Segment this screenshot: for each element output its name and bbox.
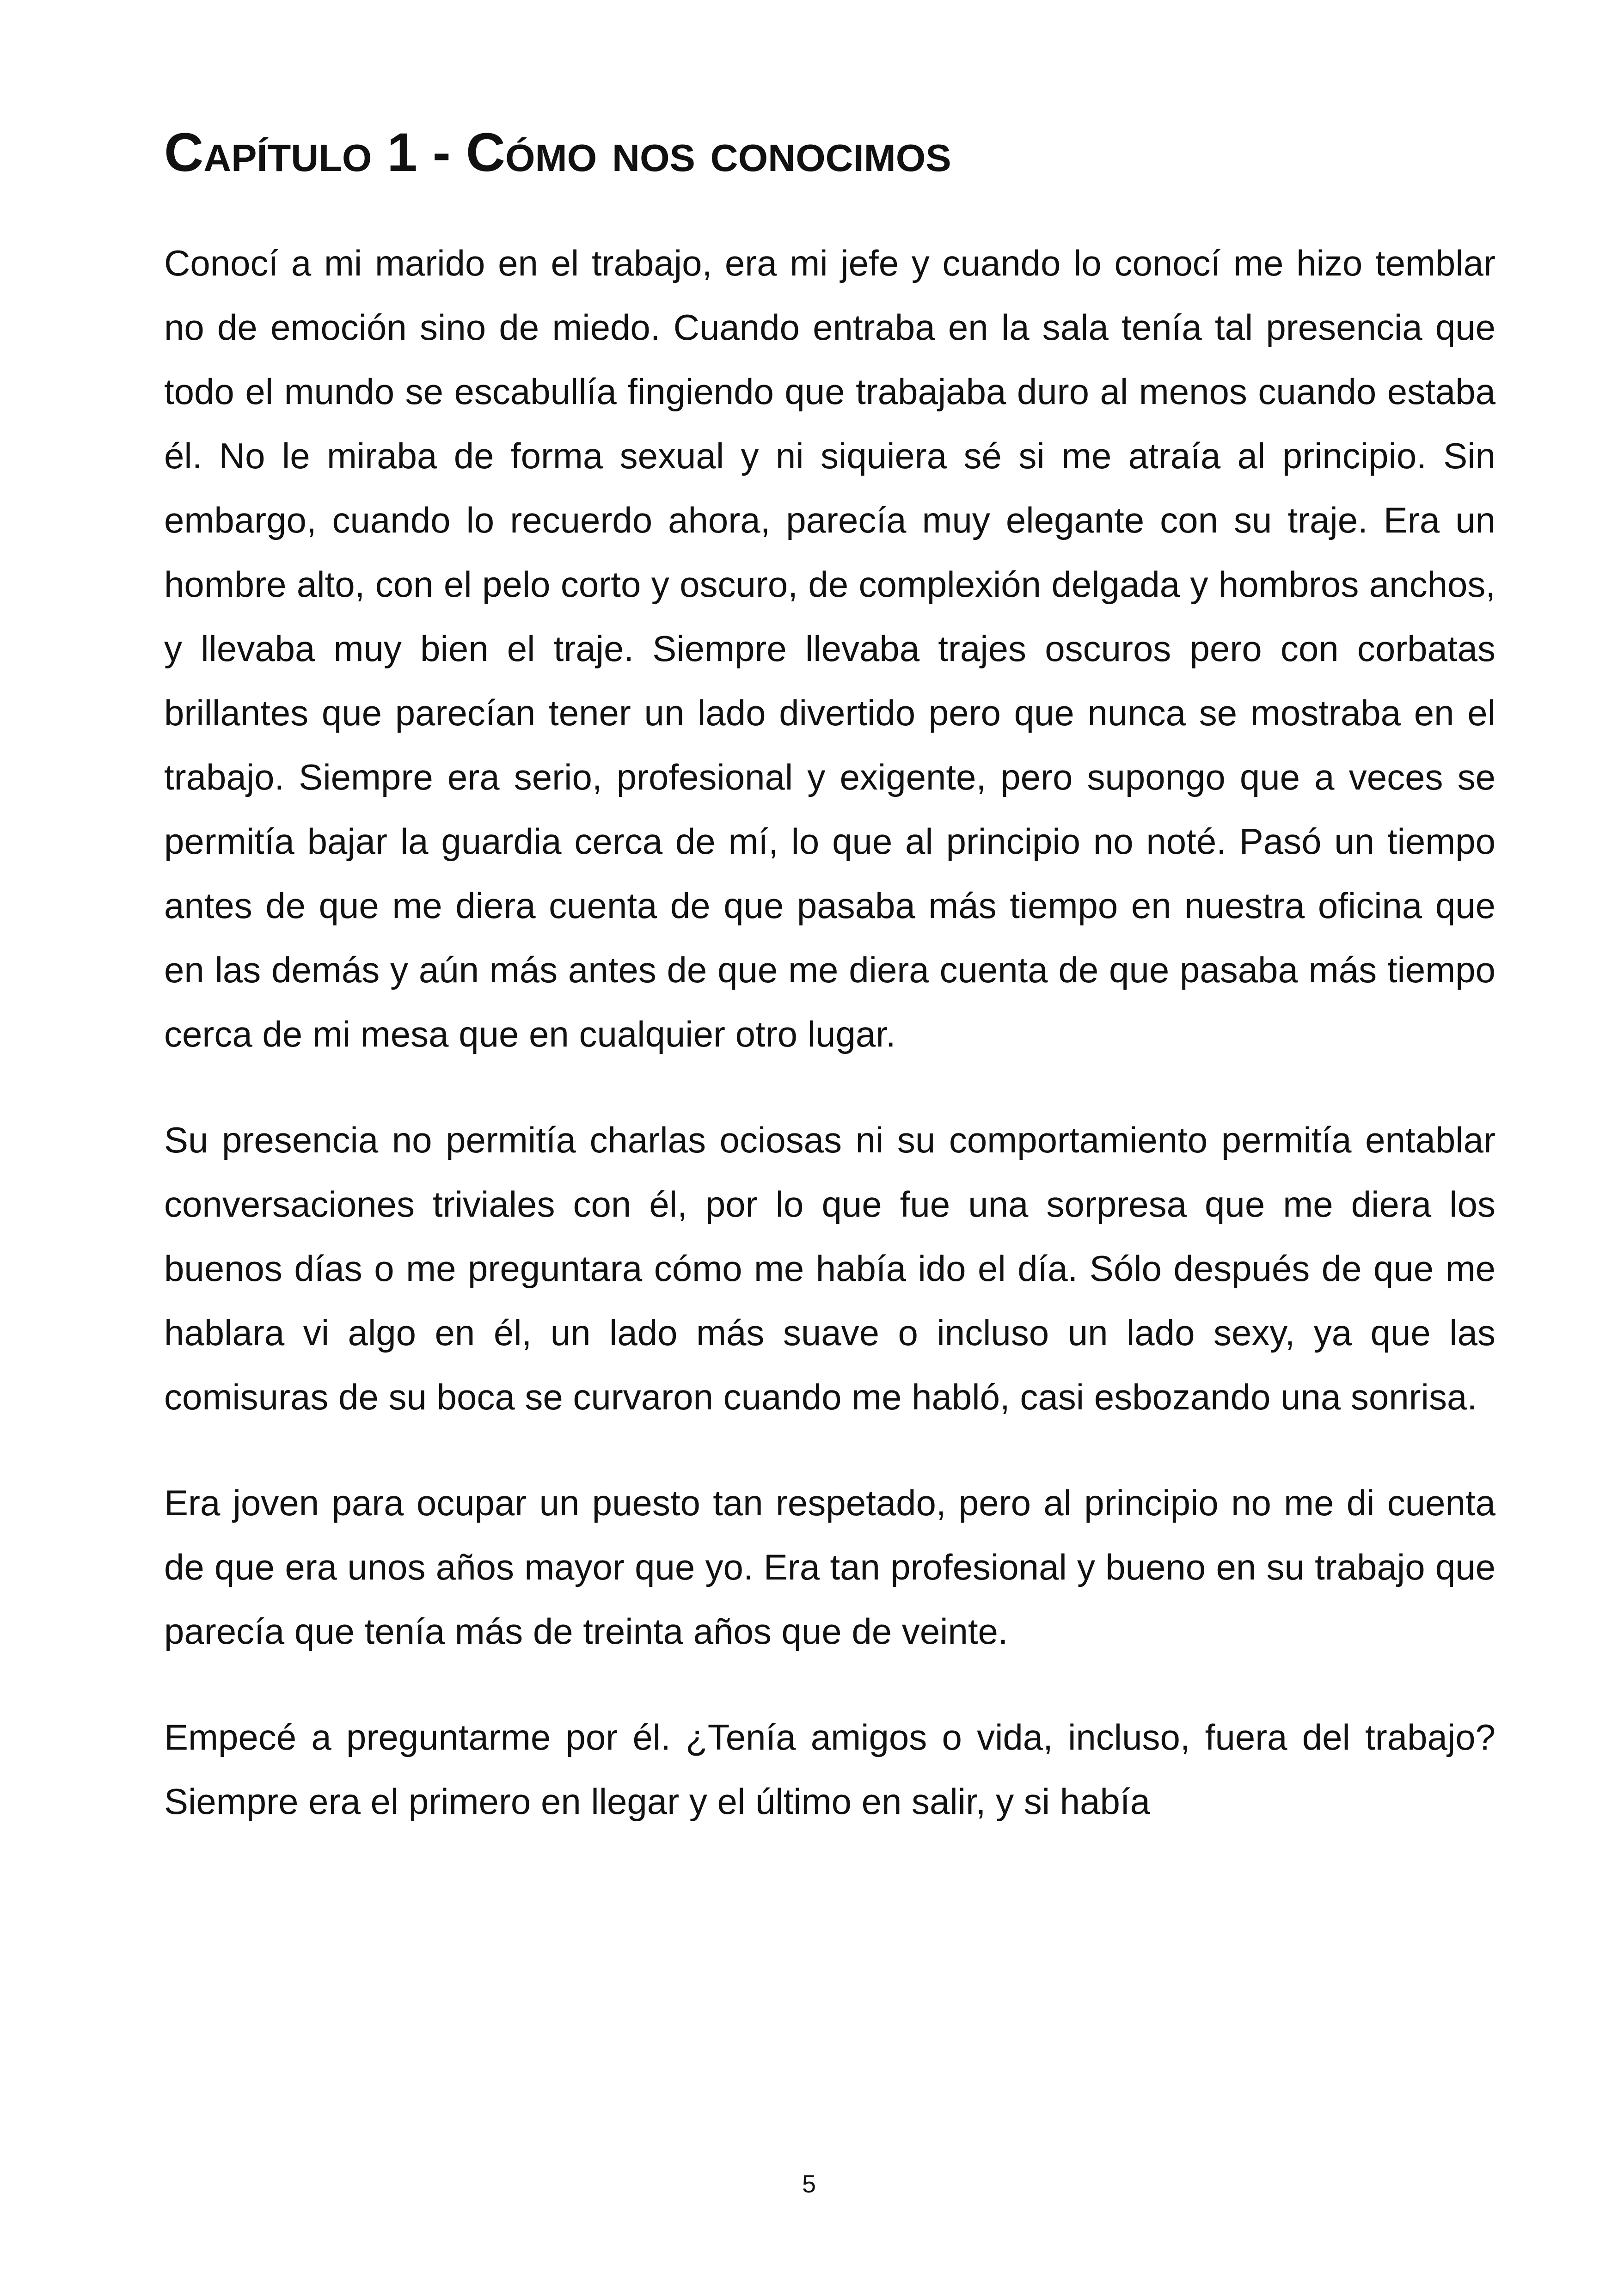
paragraph-4: Empecé a preguntarme por él. ¿Tenía amigos o vida, incluso, fuera del trabajo? Siempre era el primero en llegar y el último en salir, y si había bbox=[164, 1717, 1495, 1822]
page-number: 5 bbox=[802, 2170, 816, 2198]
page-content bbox=[164, 116, 1495, 1834]
paragraph-3: Era joven para ocupar un puesto tan respetado, pero al principio no me di cuenta de que era unos años mayor que yo. Era tan profesional y bueno en su trabajo que parecía que tenía más de treinta años que de veinte. bbox=[164, 1482, 1495, 1652]
paragraph-1: Conocí a mi marido en el trabajo, era mi jefe y cuando lo conocí me hizo temblar no de emoción sino de miedo. Cuando entraba en la sala tenía tal presencia que todo el mundo se escabullía fingiendo que trabajaba duro al menos cuando estaba él. No le miraba de forma sexual y ni siquiera sé si me atraía al principio. Sin embargo, cuando lo recuerdo ahora, parecía muy elegante con su traje. Era un hombre alto, con el pelo corto y oscuro, de complexión delgada y hombros anchos, y llevaba muy bien el traje. Siempre llevaba trajes oscuros pero con corbatas brillantes que parecían tener un lado divertido pero que nunca se mostraba en el trabajo. Siempre era serio, profesional y exigente, pero supongo que a veces se permitía bajar la guardia cerca de mí, lo que al principio no noté. Pasó un tiempo antes de que me diera cuenta de que pasaba más tiempo en nuestra oficina que en las demás y aún más antes de que me diera cuenta de que pasaba más tiempo cerca de mi mesa que en cualquier otro lugar. bbox=[164, 243, 1495, 1054]
chapter-title: Capítulo 1 - Cómo nos conocimos bbox=[164, 122, 951, 183]
paragraph-2: Su presencia no permitía charlas ociosas ni su comportamiento permitía entablar conversaciones triviales con él, por lo que fue una sorpresa que me diera los buenos días o me preguntara cómo me había ido el día. Sólo después de que me hablara vi algo en él, un lado más suave o incluso un lado sexy, ya que las comisuras de su boca se curvaron cuando me habló, casi esbozando una sonrisa. bbox=[164, 1120, 1495, 1417]
